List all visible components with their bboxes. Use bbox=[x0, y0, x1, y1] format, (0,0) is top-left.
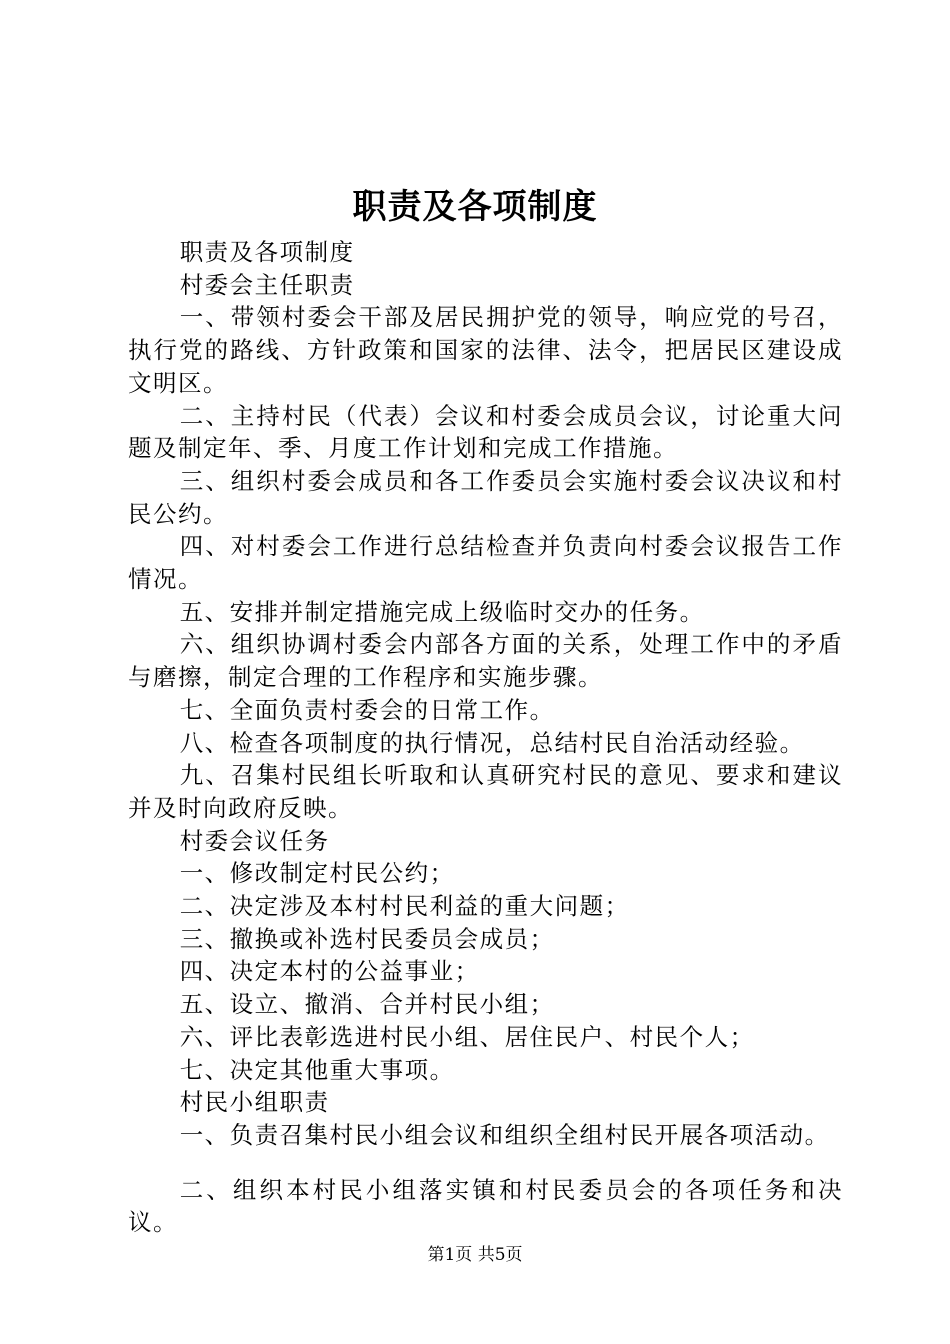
document-body bbox=[128, 236, 843, 1239]
paragraph: 五、安排并制定措施完成上级临时交办的任务。 bbox=[179, 597, 705, 626]
paragraph: 六、组织协调村委会内部各方面的关系，处理工作中的矛盾与磨擦，制定合理的工作程序和实施步骤。 bbox=[128, 630, 843, 692]
document-title: 职责及各项制度 bbox=[352, 187, 598, 227]
paragraph: 三、撤换或补选村民委员会成员； bbox=[179, 924, 555, 953]
section-heading: 村委会主任职责 bbox=[179, 270, 355, 299]
paragraph: 职责及各项制度 bbox=[179, 238, 355, 266]
paragraph: 四、对村委会工作进行总结检查并负责向村委会议报告工作情况。 bbox=[128, 532, 843, 594]
paragraph: 二、组织本村民小组落实镇和村民委员会的各项任务和决议。 bbox=[128, 1175, 843, 1237]
paragraph: 二、主持村民（代表）会议和村委会成员会议，讨论重大问题及制定年、季、月度工作计划和完成工作措施。 bbox=[128, 401, 843, 463]
paragraph: 一、带领村委会干部及居民拥护党的领导，响应党的号召，执行党的路线、方针政策和国家的法律、法令，把居民区建设成文明区。 bbox=[128, 303, 843, 397]
paragraph: 五、设立、撤消、合并村民小组； bbox=[179, 990, 555, 1019]
paragraph: 九、召集村民组长听取和认真研究村民的意见、要求和建议并及时向政府反映。 bbox=[128, 761, 843, 822]
paragraph: 二、决定涉及本村村民利益的重大问题； bbox=[179, 892, 630, 921]
paragraph: 七、决定其他重大事项。 bbox=[179, 1055, 455, 1084]
paragraph: 七、全面负责村委会的日常工作。 bbox=[179, 695, 555, 724]
paragraph: 一、负责召集村民小组会议和组织全组村民开展各项活动。 bbox=[179, 1120, 830, 1149]
section-heading: 村民小组职责 bbox=[179, 1088, 330, 1117]
paragraph: 六、评比表彰选进村民小组、居住民户、村民个人； bbox=[179, 1022, 755, 1051]
paragraph: 一、修改制定村民公约； bbox=[179, 859, 455, 888]
paragraph: 三、组织村委会成员和各工作委员会实施村委会议决议和村民公约。 bbox=[128, 466, 843, 528]
paragraph-gap bbox=[128, 1152, 843, 1174]
paragraph: 四、决定本村的公益事业； bbox=[179, 957, 480, 986]
page-footer: 第1页 共5页 bbox=[427, 1245, 523, 1265]
section-heading: 村委会议任务 bbox=[179, 826, 330, 855]
paragraph: 八、检查各项制度的执行情况，总结村民自治活动经验。 bbox=[179, 728, 805, 757]
